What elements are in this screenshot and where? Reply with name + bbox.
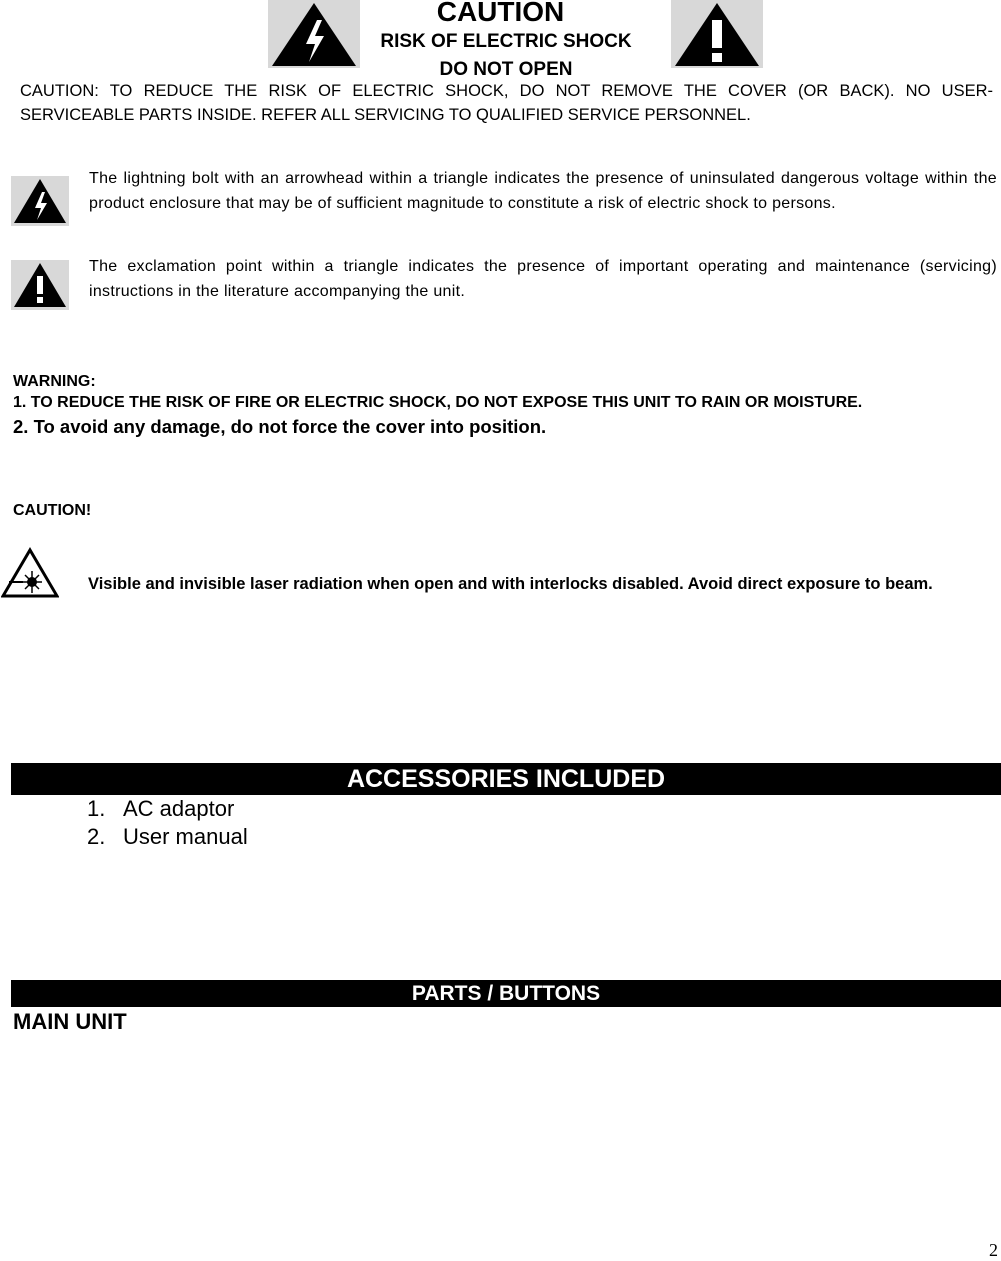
list-item-number: 2. — [87, 824, 106, 849]
warning-item-1: 1. TO REDUCE THE RISK OF FIRE OR ELECTRIC SHOCK, DO NOT EXPOSE THIS UNIT TO RAIN OR MOISTURE. — [13, 394, 863, 411]
list-item-label: AC adaptor — [123, 796, 235, 821]
do-not-open-subtitle: DO NOT OPEN — [439, 59, 573, 80]
exclamation-symbol-description: The exclamation point within a triangle indicates the presence of important operating and maintenance (servicing) instructions in the literature accompanying the unit. — [89, 258, 997, 300]
exclamation-triangle-icon — [11, 260, 69, 310]
parts-section-header: PARTS / BUTTONS — [11, 980, 1001, 1007]
list-item — [87, 796, 234, 822]
laser-caution-heading: CAUTION! — [13, 502, 92, 519]
warning-item-2: 2. To avoid any damage, do not force the cover into position. — [13, 416, 547, 437]
list-item — [87, 824, 248, 850]
page-title: CAUTION — [436, 0, 565, 27]
list-item-label: User manual — [123, 824, 248, 849]
warning-heading: WARNING: — [13, 373, 96, 390]
laser-warning-text: Visible and invisible laser radiation when open and with interlocks disabled. Avoid direct exposure to beam. — [88, 575, 933, 593]
page-number: 2 — [989, 1240, 998, 1260]
lightning-symbol-description: The lightning bolt with an arrowhead within a triangle indicates the presence of uninsulated dangerous voltage within the product enclosure that may be of sufficient magnitude to constitute a risk of electric shock to persons. — [89, 170, 997, 212]
accessories-section-header: ACCESSORIES INCLUDED — [11, 763, 1001, 795]
caution-notice: CAUTION: TO REDUCE THE RISK OF ELECTRIC SHOCK, DO NOT REMOVE THE COVER (OR BACK). NO USER-SERVICEABLE PARTS INSIDE. REFER ALL SERVICING TO QUALIFIED SERVICE PERSONNEL. — [20, 82, 993, 124]
shock-risk-subtitle: RISK OF ELECTRIC SHOCK — [380, 31, 632, 52]
lightning-bolt-triangle-icon — [11, 176, 69, 226]
list-item-number: 1. — [87, 796, 106, 821]
main-unit-heading: MAIN UNIT — [13, 1009, 127, 1034]
